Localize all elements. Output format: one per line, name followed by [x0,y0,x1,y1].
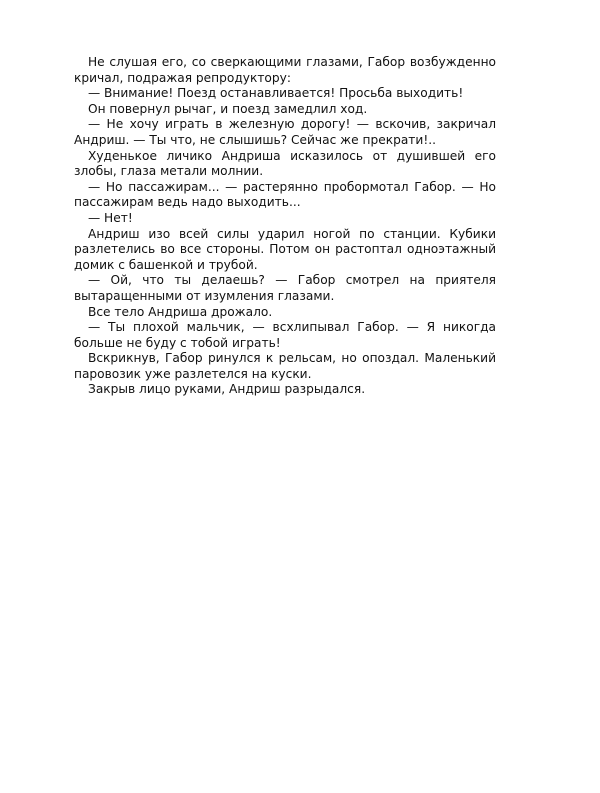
paragraph: Не слушая его, со сверкающими глазами, Габор возбужденно кричал, подражая репродуктору: [74,55,496,85]
paragraph: Андриш изо всей силы ударил ногой по станции. Кубики разлетелись во все стороны. Потом он растоптал одноэтажный домик с башенкой и трубой. [74,226,496,272]
paragraph: — Внимание! Поезд останавливается! Просьба выходить! [88,86,464,101]
paragraph: Худенькое личико Андриша исказилось от душившей его злобы, глаза метали молнии. [74,148,496,179]
paragraph: — Не хочу играть в железную дорогу! — вскочив, закричал Андриш. — Ты что, не слышишь? Сейчас же прекрати!.. [74,117,496,147]
paragraph: — Нет! [88,210,133,225]
paragraph: Все тело Андриша дрожало. [88,304,273,319]
paragraph: — Но пассажирам... — растерянно пробормотал Габор. — Но пассажирам ведь надо выходить... [74,179,496,210]
paragraph: Вскрикнув, Габор ринулся к рельсам, но опоздал. Маленький паровозик уже разлетелся на куски. [74,351,496,381]
paragraph: Закрыв лицо руками, Андриш разрыдался. [88,382,366,397]
paragraph: — Ты плохой мальчик, — всхлипывал Габор. — Я никогда больше не буду с тобой играть! [74,320,496,350]
story-text [74,55,496,398]
paragraph: Он повернул рычаг, и поезд замедлил ход. [88,101,368,116]
paragraph: — Ой, что ты делаешь? — Габор смотрел на приятеля вытаращенными от изумления глазами. [74,273,496,303]
